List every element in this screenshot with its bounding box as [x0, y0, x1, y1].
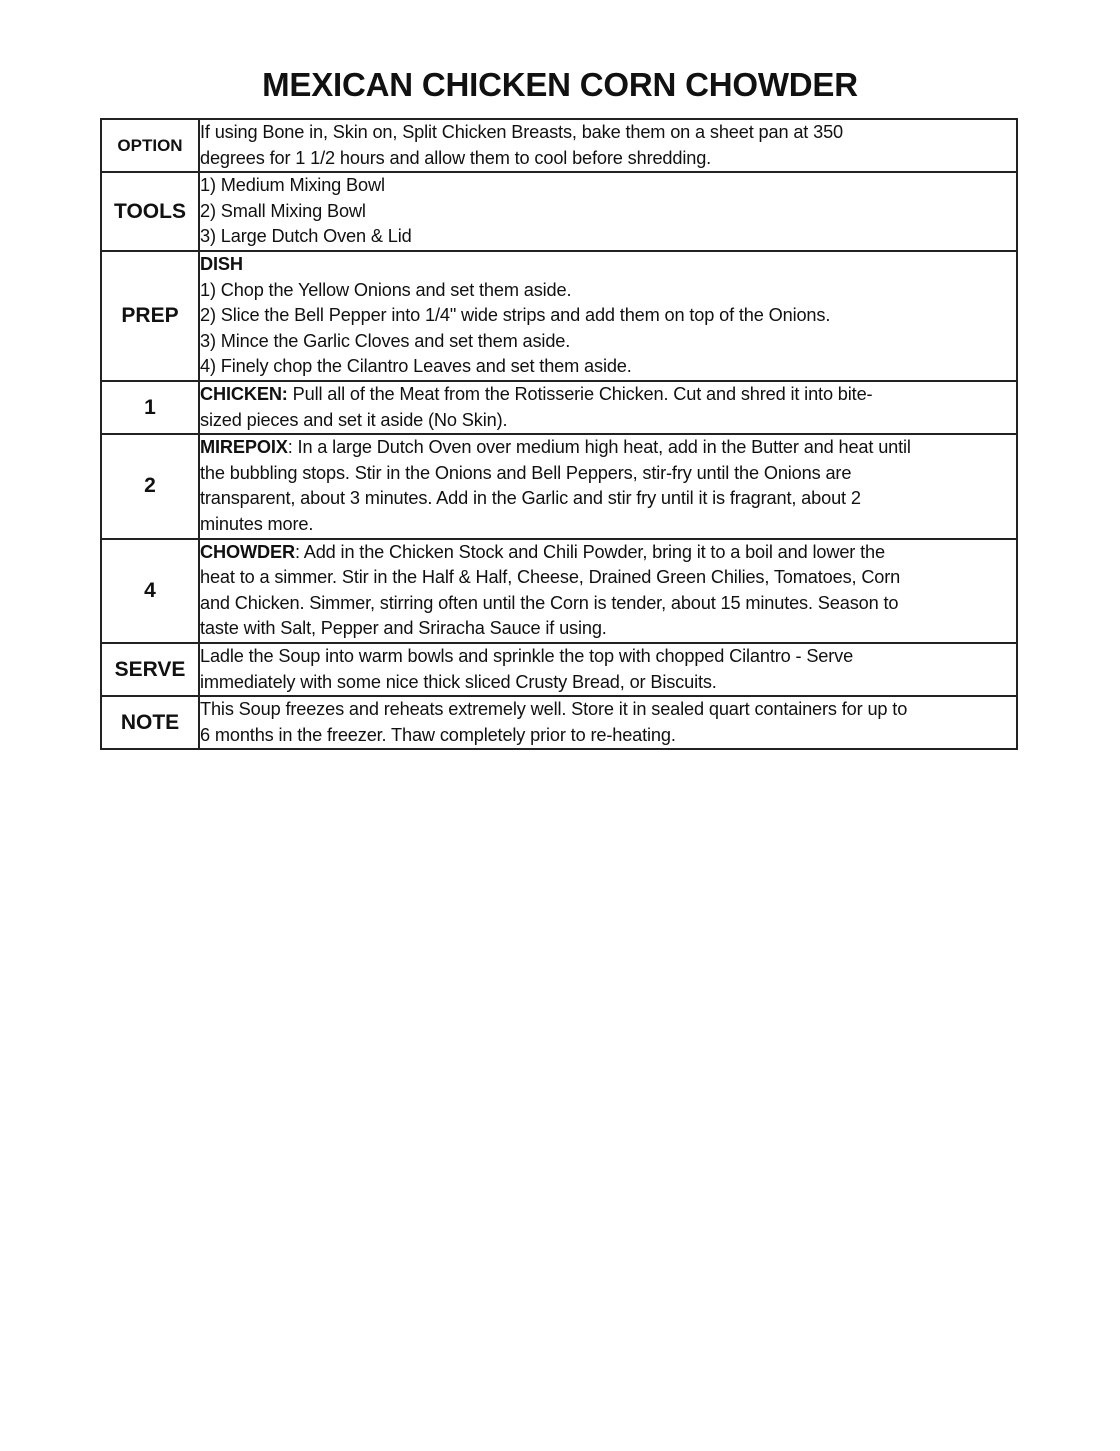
- heading-text: MIREPOIX: [200, 437, 288, 458]
- recipe-table: [100, 118, 1018, 750]
- row-label: 4: [101, 539, 199, 643]
- text-line: [200, 540, 1016, 566]
- row-serve: [101, 643, 1017, 696]
- text-line: 3) Mince the Garlic Cloves and set them aside.: [200, 330, 571, 351]
- section-heading: [200, 252, 1016, 278]
- text-line: Ladle the Soup into warm bowls and sprinkle the top with chopped Cilantro - Serve: [200, 645, 854, 666]
- row-label: SERVE: [101, 643, 199, 696]
- heading-text: DISH: [200, 253, 243, 274]
- text-line: 1) Chop the Yellow Onions and set them aside.: [200, 279, 572, 300]
- text-line: 3) Large Dutch Oven & Lid: [200, 226, 412, 247]
- row-option: [101, 119, 1017, 172]
- text-line: 2) Small Mixing Bowl: [200, 200, 366, 221]
- text-line: If using Bone in, Skin on, Split Chicken Breasts, bake them on a sheet pan at 350: [200, 122, 844, 142]
- row-prep: [101, 251, 1017, 381]
- text-fragment: : Add in the Chicken Stock and Chili Powder, bring it to a boil and lower the: [294, 541, 885, 562]
- row-content: [199, 119, 1017, 172]
- row-label: OPTION: [101, 119, 199, 172]
- row-content: [199, 172, 1017, 251]
- row-label: 2: [101, 434, 199, 538]
- row-step-1: [101, 381, 1017, 434]
- row-content: [199, 251, 1017, 381]
- row-step-4: [101, 539, 1017, 643]
- text-line: [200, 382, 1016, 408]
- row-content: [199, 539, 1017, 643]
- row-content: [199, 381, 1017, 434]
- row-label: PREP: [101, 251, 199, 381]
- row-tools: [101, 172, 1017, 251]
- text-fragment: Pull all of the Meat from the Rotisserie Chicken. Cut and shred it into bite-: [287, 383, 873, 404]
- row-content: [199, 434, 1017, 538]
- row-label: TOOLS: [101, 172, 199, 251]
- text-line: taste with Salt, Pepper and Sriracha Sauce if using.: [200, 618, 607, 639]
- text-line: This Soup freezes and reheats extremely well. Store it in sealed quart containers for up to: [200, 699, 908, 720]
- text-line: and Chicken. Simmer, stirring often until the Corn is tender, about 15 minutes. Season to: [200, 592, 899, 613]
- text-line: 4) Finely chop the Cilantro Leaves and set them aside.: [200, 356, 632, 377]
- text-line: minutes more.: [200, 513, 314, 534]
- row-content: [199, 696, 1017, 749]
- text-line: sized pieces and set it aside (No Skin).: [200, 409, 508, 430]
- row-note: [101, 696, 1017, 749]
- text-line: the bubbling stops. Stir in the Onions and Bell Peppers, stir-fry until the Onions are: [200, 462, 852, 483]
- recipe-title: MEXICAN CHICKEN CORN CHOWDER: [262, 66, 858, 103]
- row-step-2: [101, 434, 1017, 538]
- text-line: [200, 435, 1016, 461]
- row-label: 1: [101, 381, 199, 434]
- text-line: 2) Slice the Bell Pepper into 1/4" wide strips and add them on top of the Onions.: [200, 305, 831, 326]
- text-line: transparent, about 3 minutes. Add in the Garlic and stir fry until it is fragrant, about 2: [200, 488, 861, 509]
- text-line: heat to a simmer. Stir in the Half & Half, Cheese, Drained Green Chilies, Tomatoes, Corn: [200, 567, 901, 588]
- text-line: 1) Medium Mixing Bowl: [200, 175, 385, 196]
- text-line: immediately with some nice thick sliced Crusty Bread, or Biscuits.: [200, 671, 717, 692]
- row-content: [199, 643, 1017, 696]
- row-label: NOTE: [101, 696, 199, 749]
- text-fragment: : In a large Dutch Oven over medium high heat, add in the Butter and heat until: [287, 437, 911, 458]
- heading-text: CHOWDER: [200, 541, 295, 562]
- text-line: degrees for 1 1/2 hours and allow them to cool before shredding.: [200, 147, 712, 168]
- text-line: 6 months in the freezer. Thaw completely prior to re-heating.: [200, 724, 676, 745]
- heading-text: CHICKEN:: [200, 383, 288, 404]
